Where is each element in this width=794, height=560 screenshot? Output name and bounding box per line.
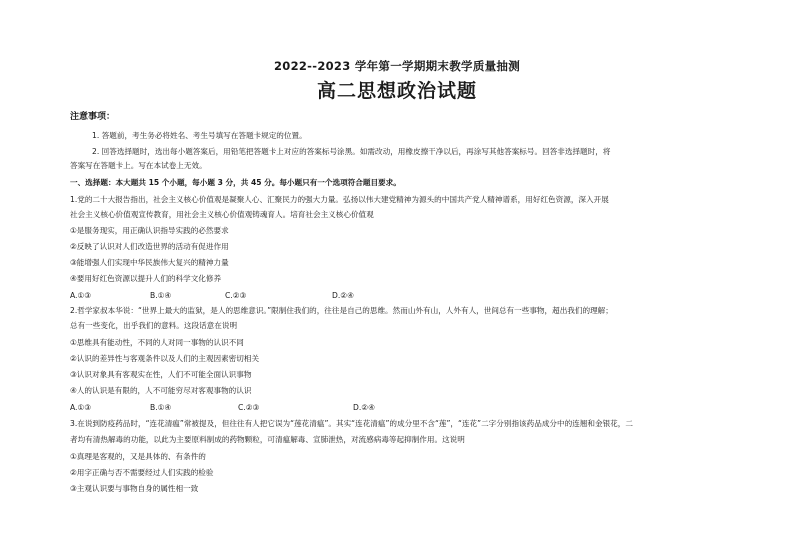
exam-subtitle: 2022--2023 学年第一学期期末教学质量抽测 <box>273 59 521 73</box>
q2-stem-cont: 总有一些变化，出乎我们的意料。这段话意在说明 <box>70 321 238 330</box>
q2-statement-2: ②认识的差异性与客观条件以及人们的主观因素密切相关 <box>70 354 260 363</box>
q1-stem: 1.党的二十大报告指出，社会主义核心价值观是凝聚人心、汇聚民力的强大力量。弘扬以伟大建党精神为源头的中国共产党人精神谱系，用好红色资源，深入开展 <box>70 195 609 204</box>
q2-statement-4: ④人的认识是有限的，人不可能穷尽对客观事物的认识 <box>70 386 252 395</box>
q2-statement-3: ③认识对象具有客观实在性，人们不可能全面认识事物 <box>70 370 252 379</box>
q1-option-a: A.①③ <box>70 291 92 300</box>
q2-option-b: B.①④ <box>150 403 172 412</box>
q2-statement-1: ①思维具有能动性，不同的人对同一事物的认识不同 <box>70 338 244 347</box>
notice-item-1: 1. 答题前，考生务必将姓名、考生号填写在答题卡规定的位置。 <box>92 131 307 140</box>
q2-option-a: A.①③ <box>70 403 92 412</box>
notice-label: 注意事项： <box>70 112 116 122</box>
q1-statement-1: ①是服务现实，用正确认识指导实践的必然要求 <box>70 226 229 235</box>
q1-option-c: C.②③ <box>225 291 247 300</box>
q2-option-d: D.②④ <box>353 403 375 412</box>
q1-stem-cont: 社会主义核心价值观宣传教育，用社会主义核心价值观铸魂育人。培育社会主义核心价值观 <box>70 210 374 219</box>
q1-option-b: B.①④ <box>150 291 172 300</box>
q1-statement-4: ④要用好红色资源以提升人们的科学文化修养 <box>70 274 222 283</box>
section-heading: 一、选择题：本大题共 15 个小题，每小题 3 分，共 45 分。每小题只有一个选项符合题目要求。 <box>70 178 401 187</box>
q3-stem: 3.在说到防疫药品时，“连花清瘟”常被提及，但往往有人把它误为“莲花清瘟”。其实“连花清瘟”的成分里不含“莲”，“连花”二字分别指该药品成分中的连翘和金银花，二 <box>70 419 633 428</box>
q2-stem: 2.哲学家叔本华说：“世界上最大的监狱，是人的思维意识。”限制住我们的，往往是自己的思维。然而山外有山，人外有人，世间总有一些事物，超出我们的理解； <box>70 306 613 315</box>
q3-statement-1: ①真理是客观的，又是具体的、有条件的 <box>70 452 206 461</box>
notice-item-2-cont: 答案写在答题卡上。写在本试卷上无效。 <box>70 161 207 170</box>
q1-statement-2: ②反映了认识对人们改造世界的活动有促进作用 <box>70 242 229 251</box>
q2-option-c: C.②③ <box>238 403 260 412</box>
exam-title: 高二思想政治试题 <box>316 80 477 102</box>
q1-statement-3: ③能增强人们实现中华民族伟大复兴的精神力量 <box>70 258 229 267</box>
q1-option-d: D.②④ <box>332 291 354 300</box>
q3-statement-2: ②用字正确与否不需要经过人们实践的检验 <box>70 468 214 477</box>
q3-statement-3: ③主观认识要与事物自身的属性相一致 <box>70 484 199 493</box>
q3-stem-cont: 者均有清热解毒的功能，以此为主要原料制成的药物颗粒，可清瘟解毒、宣肺泄热，对流感病毒等起抑制作用。这说明 <box>70 435 465 444</box>
notice-item-2: 2. 回答选择题时，选出每小题答案后，用铅笔把答题卡上对应的答案标号涂黑。如需改动，用橡皮擦干净以后，再涂写其他答案标号。回答非选择题时，将 <box>92 147 611 156</box>
